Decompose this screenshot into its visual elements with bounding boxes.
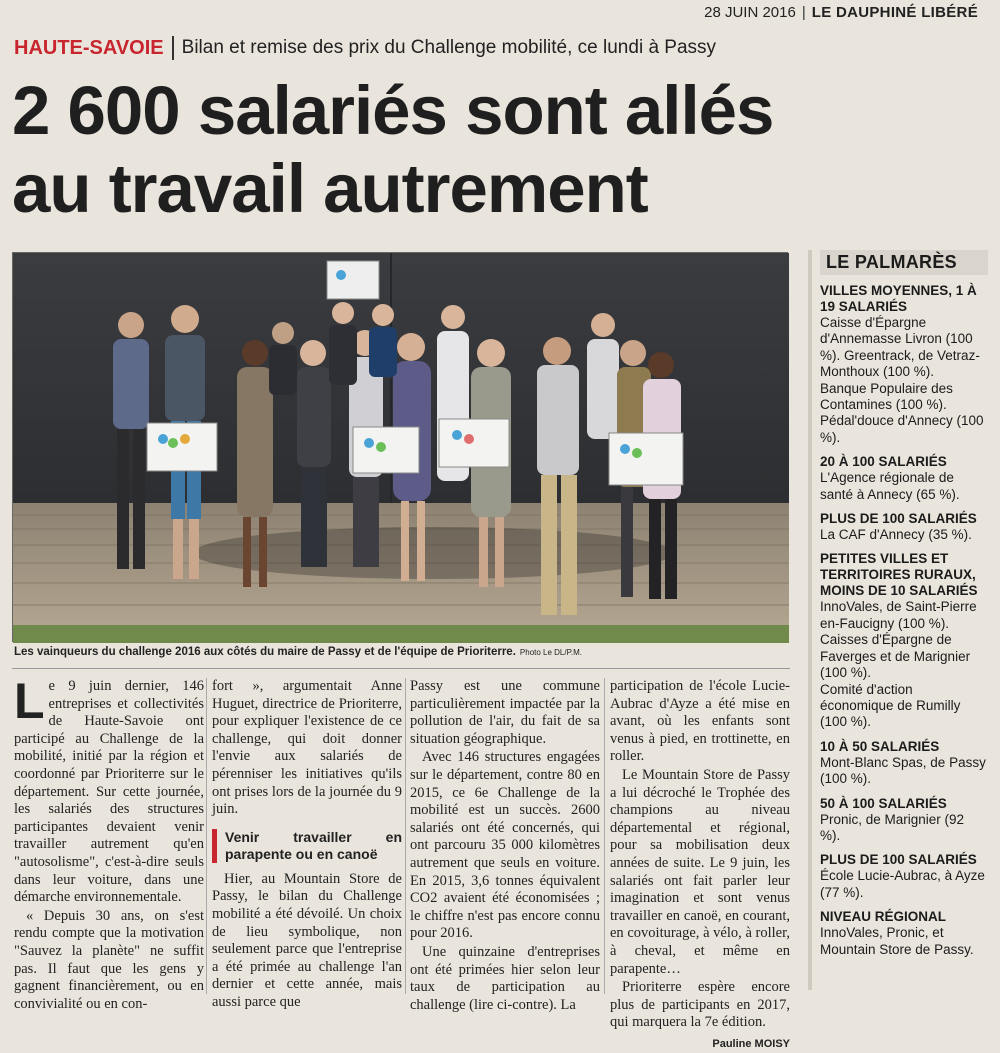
palmares-entry: L'Agence régionale de santé à Annecy (65 %). (820, 470, 960, 502)
palmares-category: PLUS DE 100 SALARIÉS (820, 511, 977, 527)
palmares-category: NIVEAU RÉGIONAL (820, 909, 947, 925)
palmares-entry: Caisse d'Épargne d'Annemasse Livron (100 %). Greentrack, de Vetraz-Monthoux (100 %). (820, 315, 980, 380)
article-subhead: Venir travailler en parapente ou en canoë (212, 829, 402, 863)
palmares-category: 50 À 100 SALARIÉS (820, 795, 947, 811)
paragraph: Passy est une commune particulièrement impactée par la pollution de l'air, du fait de sa situation géographique. (410, 678, 600, 747)
paragraph: Prioriterre espère encore plus de participants en 2017, qui marquera la 7e édition. (610, 979, 790, 1031)
palmares-title: LE PALMARÈS (820, 250, 988, 275)
paragraph: fort », argumentait Anne Huguet, directrice de Prioriterre, pour expliquer l'existence de ce challenge, qui doit donner l'envie aux salariés de pérenniser les initiatives qu'ils ont prises lors de la journée du 9 juin. (212, 678, 402, 818)
issue-date: 28 JUIN 2016 (704, 4, 796, 21)
paragraph: « Depuis 30 ans, on s'est rendu compte que la motivation "Sauvez la planète" ne suffit pas. Il faut que les gens y gagnent financièrement, ou en convivialité ou en con- (14, 907, 204, 1012)
article-column-1 (14, 673, 204, 1014)
caption-rule (12, 668, 790, 669)
headline-line-1: 2 600 salariés sont allés (12, 72, 774, 149)
palmares-sidebar (808, 250, 988, 990)
palmares-entry: Caisses d'Épargne de Faverges et de Marignier (100 %). (820, 632, 971, 681)
paragraph: Avec 146 structures engagées sur le département, contre 80 en 2015, ce 6e Challenge de la mobilité est un succès. 2600 salariés ont été concernés, qui ont parcouru 35 000 kilomètres autrement que seuls en voiture. En 2015, 3,6 tonnes équivalent CO2 avaient été économisées ; le chiffre n'est pas encore connu pour 2016. (410, 749, 600, 942)
palmares-category: PETITES VILLES ET TERRITOIRES RURAUX, MOINS DE 10 SALARIÉS (820, 551, 978, 599)
palmares-category: 10 À 50 SALARIÉS (820, 738, 940, 754)
column-divider (405, 678, 406, 994)
article-kicker (14, 36, 716, 60)
header-divider: | (801, 4, 806, 21)
palmares-category: PLUS DE 100 SALARIÉS (820, 852, 977, 868)
paragraph (14, 673, 204, 907)
palmares-entry: Comité d'action économique de Rumilly (100 %). (820, 681, 961, 730)
paragraph: Hier, au Mountain Store de Passy, le bilan du Challenge mobilité a été dévoilé. Un choix de lieu symbolique, non seulement parce que l'entreprise a été primée au challenge l'an dernier et cette année, mais aussi parce que (212, 870, 402, 1010)
palmares-entry: InnoVales, Pronic, et Mountain Store de Passy. (820, 925, 974, 957)
palmares-entry: Pédal'douce d'Annecy (100 %). (820, 413, 984, 445)
byline: Pauline MOISY (712, 1037, 790, 1050)
palmares-list (820, 283, 988, 958)
article-column-2 (212, 678, 402, 1013)
page-header (704, 4, 978, 21)
headline-line-2: au travail autrement (12, 150, 648, 227)
palmares-category: 20 À 100 SALARIÉS (820, 454, 947, 470)
newspaper-name: LE DAUPHINÉ LIBÉRÉ (811, 4, 978, 21)
kicker-divider (172, 36, 174, 60)
paragraph: Le Mountain Store de Passy a lui décroché le Trophée des champions au niveau départemental et régional, pour sa mobilisation deux années de suite. Le 9 juin, les salariés ont fait parler leur imagination et sont venus travailler en canoë, en courant, en covoiturage, à vélo, à roller, à cheval, et même en parapente… (610, 766, 790, 977)
kicker-subtitle: Bilan et remise des prix du Challenge mobilité, ce lundi à Passy (181, 37, 717, 58)
palmares-entry: InnoVales, de Saint-Pierre en-Faucigny (100 %). (820, 599, 977, 631)
column-divider (206, 678, 207, 994)
palmares-entry: École Lucie-Aubrac, à Ayze (77 %). (820, 868, 985, 900)
paragraph-text: e 9 juin dernier, 146 entreprises et collectivités de Haute-Savoie ont participé au Challenge de la mobilité, initié par la région et coordonné par Prioriterre sur le département. Sur cette journée, les salariés des structures participantes devaient venir travailler autrement qu'en "autosolisme", c'est-à-dire seuls dans leur voiture, dans une démarche environnementale. (14, 678, 204, 906)
palmares-entry: Pronic, de Marignier (92 %). (820, 811, 965, 843)
photo-credit: Photo Le DL/P.M. (519, 648, 583, 657)
palmares-category: VILLES MOYENNES, 1 À 19 SALARIÉS (820, 283, 977, 314)
column-divider (604, 678, 605, 994)
palmares-entry: Mont-Blanc Spas, de Passy (100 %). (820, 754, 986, 787)
group-photo-illustration (13, 253, 789, 643)
caption-text: Les vainqueurs du challenge 2016 aux côtés du maire de Passy et de l'équipe de Prioriterre. (14, 646, 516, 658)
article-column-4 (610, 678, 790, 1053)
palmares-entry: La CAF d'Annecy (35 %). (820, 527, 972, 543)
article-column-3 (410, 678, 600, 1015)
article-photo (12, 252, 788, 642)
palmares-entry: Banque Populaire des Contamines (100 %). (820, 380, 953, 413)
paragraph: participation de l'école Lucie-Aubrac d'Ayze a été mise en avant, où les enfants sont venus à pied, en trottinette, en roller. (610, 678, 790, 765)
drop-cap: L (14, 673, 45, 729)
paragraph: Une quinzaine d'entreprises ont été primées hier selon leur taux de participation au challenge (lire ci-contre). La (410, 943, 600, 1013)
photo-caption (14, 646, 790, 658)
article-headline (12, 72, 812, 228)
region-label: HAUTE-SAVOIE (14, 36, 164, 59)
